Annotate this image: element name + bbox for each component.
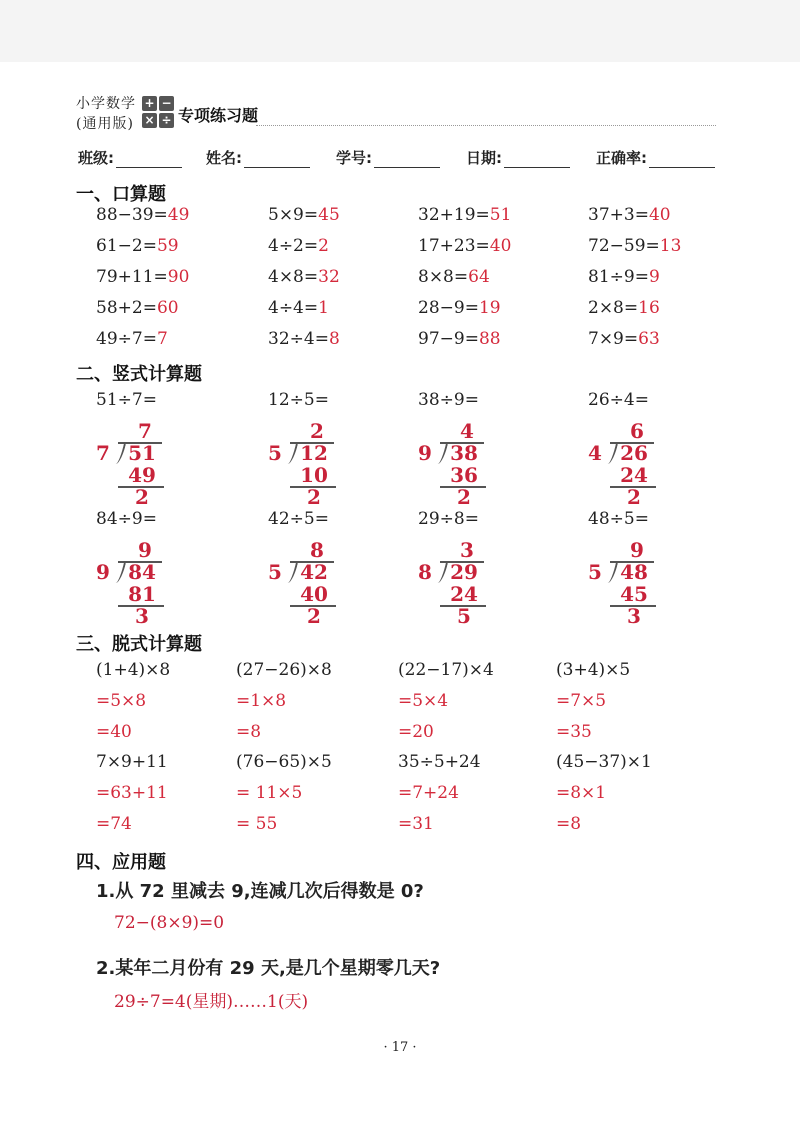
word-problem-2-answer: 29÷7=4(星期)……1(天): [114, 992, 309, 1012]
oral-item: [96, 236, 179, 256]
oral-answer: 16: [638, 298, 660, 318]
oral-answer: 9: [648, 267, 660, 287]
oral-question: 4÷2=: [268, 236, 319, 256]
word-problem-2: 2.某年二月份有 29 天,是几个星期零几天?: [96, 958, 441, 979]
oral-item: [588, 267, 660, 287]
stepwise-step-2: =8: [556, 814, 582, 834]
oral-answer: 59: [156, 236, 179, 256]
oral-answer: 90: [167, 267, 190, 287]
division-divisor: 5: [588, 560, 602, 584]
oral-question: 2×8=: [588, 298, 639, 318]
stepwise-step-1: = 11×5: [236, 783, 303, 803]
oral-question: 7×9=: [588, 329, 639, 349]
oral-question: 79+11=: [96, 267, 168, 287]
long-division: [268, 538, 368, 628]
oral-question: 32+19=: [418, 205, 490, 225]
division-quotient: 3: [460, 538, 474, 562]
division-product: 49: [128, 463, 156, 487]
oral-item: [268, 205, 340, 225]
section-stepwise-title: 三、脱式计算题: [76, 634, 202, 655]
stepwise-step-2: = 55: [236, 814, 278, 834]
division-question: 48÷5=: [588, 509, 649, 529]
division-product: 24: [450, 582, 478, 606]
oral-item: [96, 267, 189, 287]
student-id-field[interactable]: [336, 147, 440, 168]
division-quotient: 9: [630, 538, 644, 562]
oral-item: [588, 329, 660, 349]
division-product: 24: [620, 463, 648, 487]
oral-item: [588, 205, 671, 225]
oral-question: 61−2=: [96, 236, 157, 256]
stepwise-question: 7×9+11: [96, 752, 168, 772]
stepwise-step-1: =5×4: [398, 691, 449, 711]
date-field[interactable]: [466, 147, 570, 168]
division-divisor: 9: [418, 441, 432, 465]
division-remainder: 2: [307, 604, 321, 628]
division-remainder: 5: [457, 604, 471, 628]
division-quotient: 8: [310, 538, 324, 562]
division-product: 45: [620, 582, 648, 606]
section-oral-title: 一、口算题: [76, 184, 166, 205]
oral-answer: 49: [167, 205, 190, 225]
long-division: [418, 538, 518, 628]
division-quotient: 7: [138, 419, 152, 443]
division-product: 36: [450, 463, 478, 487]
division-dividend: 48: [620, 560, 648, 584]
accuracy-label: 正确率:: [596, 149, 647, 167]
date-label: 日期:: [466, 149, 502, 167]
stepwise-step-2: =35: [556, 722, 592, 742]
oral-answer: 2: [318, 236, 329, 256]
oral-question: 4×8=: [268, 267, 319, 287]
division-remainder: 2: [307, 485, 321, 509]
long-division: [588, 419, 688, 509]
oral-answer: 51: [489, 205, 512, 225]
division-question: 51÷7=: [96, 390, 157, 410]
stepwise-question: (27−26)×8: [236, 660, 332, 680]
division-quotient: 6: [630, 419, 644, 443]
operator-icons: [142, 96, 175, 130]
oral-question: 8×8=: [418, 267, 469, 287]
name-field[interactable]: [206, 147, 310, 168]
oral-answer: 8: [328, 329, 340, 349]
stepwise-question: (3+4)×5: [556, 660, 631, 680]
worksheet-title: 专项练习题: [178, 106, 259, 125]
division-remainder: 2: [457, 485, 471, 509]
divide-icon: ÷: [159, 113, 174, 128]
oral-answer: 1: [318, 298, 329, 318]
division-remainder: 3: [135, 604, 149, 628]
oral-item: [96, 298, 179, 318]
book-line-2: (通用版): [76, 116, 134, 132]
stepwise-step-1: =7+24: [398, 783, 459, 803]
long-division: [96, 419, 196, 509]
class-blank[interactable]: [116, 151, 182, 168]
oral-item: [418, 298, 501, 318]
oral-item: [588, 298, 660, 318]
oral-item: [268, 236, 329, 256]
oral-item: [588, 236, 681, 256]
division-quotient: 4: [460, 419, 474, 443]
oral-question: 81÷9=: [588, 267, 649, 287]
long-division: [418, 419, 518, 509]
division-remainder: 2: [135, 485, 149, 509]
accuracy-field[interactable]: [596, 147, 715, 168]
oral-question: 4÷4=: [268, 298, 319, 318]
stepwise-question: (1+4)×8: [96, 660, 171, 680]
oral-answer: 32: [318, 267, 340, 287]
division-dividend: 29: [450, 560, 478, 584]
book-label: [76, 94, 136, 134]
oral-question: 58+2=: [96, 298, 157, 318]
division-divisor: 4: [588, 441, 602, 465]
division-product: 81: [128, 582, 156, 606]
oral-answer: 63: [638, 329, 660, 349]
oral-question: 28−9=: [418, 298, 479, 318]
oral-question: 72−59=: [588, 236, 660, 256]
long-division: [268, 419, 368, 509]
division-dividend: 84: [128, 560, 156, 584]
top-band: [0, 0, 800, 62]
oral-answer: 45: [318, 205, 340, 225]
student-id-label: 学号:: [336, 149, 372, 167]
page-header: [76, 92, 716, 136]
division-question: 84÷9=: [96, 509, 157, 529]
division-quotient: 9: [138, 538, 152, 562]
division-remainder: 2: [627, 485, 641, 509]
name-label: 姓名:: [206, 149, 242, 167]
accuracy-blank[interactable]: [649, 151, 715, 168]
oral-answer: 40: [489, 236, 512, 256]
division-question: 12÷5=: [268, 390, 329, 410]
oral-item: [268, 298, 329, 318]
oral-answer: 7: [156, 329, 168, 349]
date-blank[interactable]: [504, 151, 570, 168]
header-divider: [256, 125, 716, 126]
stepwise-question: 35÷5+24: [398, 752, 481, 772]
oral-item: [268, 267, 340, 287]
class-label: 班级:: [78, 149, 114, 167]
class-field[interactable]: [78, 147, 182, 168]
stepwise-step-1: =63+11: [96, 783, 168, 803]
division-dividend: 51: [128, 441, 156, 465]
oral-answer: 40: [648, 205, 671, 225]
word-problem-1-answer: 72−(8×9)=0: [114, 913, 225, 933]
division-question: 38÷9=: [418, 390, 479, 410]
division-dividend: 12: [300, 441, 328, 465]
oral-answer: 88: [478, 329, 501, 349]
minus-icon: −: [159, 96, 174, 111]
oral-item: [268, 329, 340, 349]
section-vertical-title: 二、竖式计算题: [76, 364, 202, 385]
stepwise-step-2: =8: [236, 722, 262, 742]
oral-question: 17+23=: [418, 236, 490, 256]
oral-question: 49÷7=: [96, 329, 157, 349]
oral-item: [96, 329, 168, 349]
stepwise-step-1: =5×8: [96, 691, 147, 711]
oral-answer: 13: [659, 236, 682, 256]
division-divisor: 7: [96, 441, 110, 465]
division-dividend: 26: [620, 441, 648, 465]
oral-question: 5×9=: [268, 205, 319, 225]
plus-icon: +: [142, 96, 157, 111]
long-division: [588, 538, 688, 628]
book-line-1: 小学数学: [76, 96, 136, 112]
student-info-row: [78, 147, 728, 171]
division-question: 29÷8=: [418, 509, 479, 529]
stepwise-step-1: =1×8: [236, 691, 287, 711]
division-divisor: 5: [268, 560, 282, 584]
oral-item: [418, 205, 511, 225]
division-divisor: 8: [418, 560, 432, 584]
division-dividend: 42: [300, 560, 328, 584]
stepwise-step-2: =40: [96, 722, 132, 742]
division-quotient: 2: [310, 419, 324, 443]
oral-item: [96, 205, 189, 225]
multiply-icon: ×: [142, 113, 157, 128]
stepwise-question: (22−17)×4: [398, 660, 494, 680]
division-product: 40: [300, 582, 328, 606]
student-id-blank[interactable]: [374, 151, 440, 168]
division-question: 42÷5=: [268, 509, 329, 529]
oral-answer: 64: [468, 267, 490, 287]
division-divisor: 9: [96, 560, 110, 584]
oral-item: [418, 329, 501, 349]
division-question: 26÷4=: [588, 390, 649, 410]
oral-question: 97−9=: [418, 329, 479, 349]
oral-item: [418, 236, 511, 256]
division-product: 10: [300, 463, 328, 487]
oral-answer: 60: [156, 298, 179, 318]
division-dividend: 38: [450, 441, 478, 465]
stepwise-step-2: =74: [96, 814, 132, 834]
oral-question: 32÷4=: [268, 329, 329, 349]
section-word-problems-title: 四、应用题: [76, 852, 166, 873]
word-problem-1: 1.从 72 里减去 9,连减几次后得数是 0?: [96, 881, 424, 902]
stepwise-question: (45−37)×1: [556, 752, 652, 772]
oral-answer: 19: [478, 298, 501, 318]
stepwise-step-1: =8×1: [556, 783, 607, 803]
stepwise-step-2: =20: [398, 722, 434, 742]
division-divisor: 5: [268, 441, 282, 465]
stepwise-step-1: =7×5: [556, 691, 607, 711]
long-division: [96, 538, 196, 628]
oral-question: 88−39=: [96, 205, 168, 225]
stepwise-question: (76−65)×5: [236, 752, 332, 772]
name-blank[interactable]: [244, 151, 310, 168]
stepwise-step-2: =31: [398, 814, 434, 834]
page-number: · 17 ·: [383, 1040, 417, 1055]
division-remainder: 3: [627, 604, 641, 628]
oral-question: 37+3=: [588, 205, 649, 225]
oral-item: [418, 267, 490, 287]
